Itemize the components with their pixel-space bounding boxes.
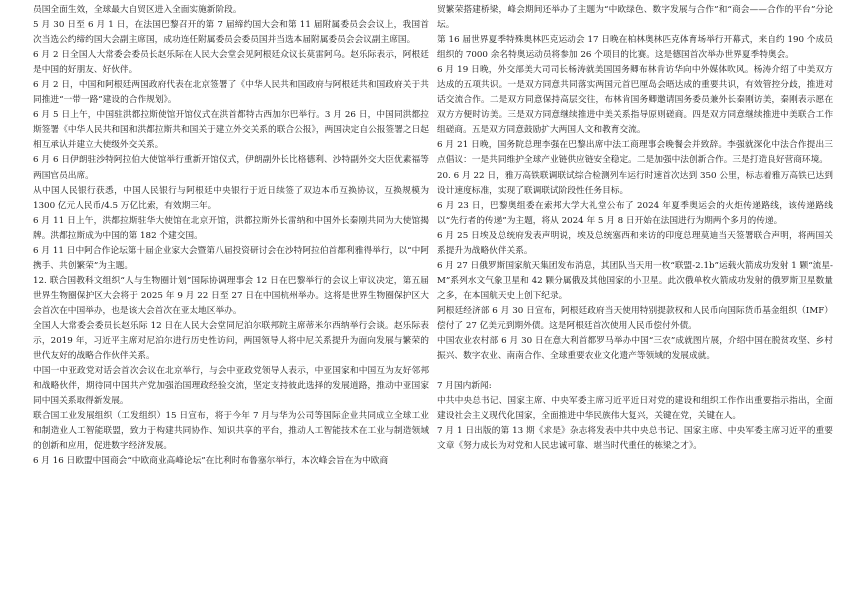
news-paragraph: 6 月 2 日全国人大常委会委员长赵乐际在人民大会堂会见阿根廷众议长莫雷阿乌。赵乐际表示，阿根廷是中国的好朋友、好伙伴。 <box>33 50 429 76</box>
left-column <box>33 3 429 469</box>
news-paragraph: 6 月 5 日上午，中国驻洪都拉斯使馆开馆仪式在洪首都特古西加尔巴举行。3 月 26 日，中国同洪都拉斯签署《中华人民共和国和洪都拉斯共和国关于建立外交关系的联合公报》，两国决定自公报签署之日起相互承认并建立大使级外交关系。 <box>33 110 429 151</box>
news-paragraph: 6 月 16 日欧盟中国商会“中欧商业高峰论坛”在比利时布鲁塞尔举行，本次峰会旨在为中欧商 <box>33 456 389 467</box>
news-paragraph: 12. 联合国教科文组织“人与生物圈计划”国际协调理事会 12 日在巴黎举行的会议上审议决定，第五届世界生物圈保护区大会将于 2025 年 9 月 22 日至 27 日在中国杭州举办。这将是世界生物圈保护区大会首次在中国举办，也是该大会首次在亚太地区举办。 <box>33 275 429 316</box>
news-paragraph: 6 月 6 日伊朗驻沙特阿拉伯大使馆举行重新开馆仪式，伊朗副外长比格德利、沙特副外交大臣优素福等两国官员出席。 <box>33 155 429 181</box>
news-paragraph: 中国一中亚政党对话会首次会议在北京举行，与会中亚政党领导人表示，中亚国家和中国互为友好邻邦和战略伙伴，期待同中国共产党加强治国理政经验交流，坚定支持彼此选择的发展道路，推动中亚国家同中国关系取得新发展。 <box>33 366 429 407</box>
news-paragraph: 全国人大常委会委员长赵乐际 12 日在人民大会堂同尼泊尔联邦院主席蒂米尔西纳举行会谈。赵乐际表示，2019 年，习近平主席对尼泊尔进行历史性访问，两国领导人将中尼关系提升为面向发展与繁荣的世代友好的战略合作伙伴关系。 <box>33 320 429 362</box>
news-paragraph: 7 月 1 日出版的第 13 期《求是》杂志将发表中共中央总书记、国家主席、中央军委主席习近平的重要文章《努力成长为对党和人民忠诚可靠、堪当时代重任的栋梁之才》。 <box>437 426 833 452</box>
news-paragraph: 第 16 届世界夏季特殊奥林匹克运动会 17 日晚在柏林奥林匹克体育场举行开幕式，来自约 190 个成员组织的 7000 余名特奥运动员将参加 26 个项目的比赛。这是德国首次举办世界夏季特奥会。 <box>437 35 833 61</box>
news-paragraph: 5 月 30 日至 6 月 1 日，在法国巴黎召开的第 7 届缔约国大会和第 11 届附属委员会会议上，我国首次当选公约缔约国大会副主席国，成功连任附属委员会委员国并当选本届附属委员会会议副主席国。 <box>33 20 429 46</box>
news-paragraph: 6 月 27 日俄罗斯国家航天集团发布消息，其团队当天用一枚“联盟-2.1b”运载火箭成功发射 1 颗“流星-M”系列水文气象卫星和 42 颗分属俄及其他国家的小卫星。此次俄单枚火箭成功发射的俄罗斯卫星数量之多，在本国航天史上创下纪录。 <box>437 260 833 301</box>
news-paragraph: 20. 6 月 22 日，雅万高铁联调联试综合检测列车运行时速首次达到 350 公里，标志着雅万高铁已达到设计速度标准，实现了联调联试阶段性任务目标。 <box>437 170 833 196</box>
news-paragraph: 中共中央总书记、国家主席、中央军委主席习近平近日对党的建设和组织工作作出重要指示指出，全面建设社会主义现代化国家，全面推进中华民族伟大复兴，关键在党，关键在人。 <box>437 396 833 422</box>
news-paragraph: 中国农业农村部 6 月 30 日在意大利首都罗马举办中国“三农”成就图片展，介绍中国在脱贫攻坚、乡村振兴、数字农业、南南合作、全球重要农业文化遗产等领域的发展成就。 <box>437 336 833 362</box>
right-column <box>437 3 833 454</box>
news-paragraph: 6 月 21 日晚，国务院总理李强在巴黎出席中法工商理事会晚餐会并致辞。李强就深化中法合作提出三点倡议：一是共同维护全球产业链供应链安全稳定。二是加强中法创新合作。三是打造良好营商环境。 <box>437 140 833 166</box>
news-paragraph: 6 月 11 日中阿合作论坛第十届企业家大会暨第八届投资研讨会在沙特阿拉伯首都利雅得举行，以“中阿携手、共创繁荣”为主题。 <box>33 245 429 271</box>
news-paragraph: 贸繁荣搭建桥梁，峰会期间还举办了主题为“中欧绿色、数字发展与合作”和“商会——合作的平台”分论坛。 <box>437 5 833 31</box>
news-paragraph: 6 月 11 日上午，洪都拉斯驻华大使馆在北京开馆，洪都拉斯外长雷纳和中国外长秦刚共同为大使馆揭牌。洪都拉斯成为中国的第 182 个建交国。 <box>33 215 429 241</box>
news-paragraph: 联合国工业发展组织（工发组织）15 日宣布，将于今年 7 月与华为公司等国际企业共同成立全球工业和制造业人工智能联盟，致力于构建共同协作、知识共享的平台，推动人工智能技术在工业与制造领域的创新和应用，促进数字经济发展。 <box>33 411 429 452</box>
news-paragraph <box>437 364 833 379</box>
news-paragraph: 阿根廷经济部 6 月 30 日宣布，阿根廷政府当天使用特别提款权和人民币向国际货币基金组织（IMF）偿付了 27 亿美元到期外债。这是阿根廷首次使用人民币偿付外债。 <box>437 305 833 331</box>
news-paragraph: 6 月 25 日埃及总统府发表声明说，埃及总统塞西和来访的印度总理莫迪当天签署联合声明，将两国关系提升为战略伙伴关系。 <box>437 230 833 256</box>
news-paragraph: 6 月 19 日晚，外交部美大司司长杨涛就美国国务卿布林肯访华向中外媒体吹风。杨涛介绍了中美双方达成的五项共识。一是双方同意共同落实两国元首巴厘岛会晤达成的重要共识，有效管控分歧，推进对话交流合作。二是双方同意保持高层交往，布林肯国务卿邀请国务委员兼外长秦刚访美，秦刚表示愿在双方方便时访美。三是双方同意继续推进中美关系指导原则磋商。四是双方同意继续推进中美联合工作组磋商。五是双方同意鼓励扩大两国人文和教育交流。 <box>437 65 833 136</box>
news-paragraph: 从中国人民银行获悉，中国人民银行与阿根廷中央银行于近日续签了双边本币互换协议，互换规模为 1300 亿元人民币/4.5 万亿比索，有效期三年。 <box>33 185 429 211</box>
news-paragraph: 员国全面生效，全球最大自贸区进入全面实施新阶段。 <box>33 5 242 15</box>
news-paragraph: 6 月 2 日，中国和阿根廷两国政府代表在北京签署了《中华人民共和国政府与阿根廷共和国政府关于共同推进“一带一路”建设的合作规划》。 <box>33 80 429 106</box>
news-paragraph: 6 月 23 日，巴黎奥组委在索邦大学大礼堂公布了 2024 年夏季奥运会的火炬传递路线，该传递路线以“先行者的传递”为主题，将从 2024 年 5 月 8 日开始在法国进行为期两个多月的传递。 <box>437 200 833 226</box>
news-paragraph: 7 月国内新闻: <box>437 381 492 392</box>
